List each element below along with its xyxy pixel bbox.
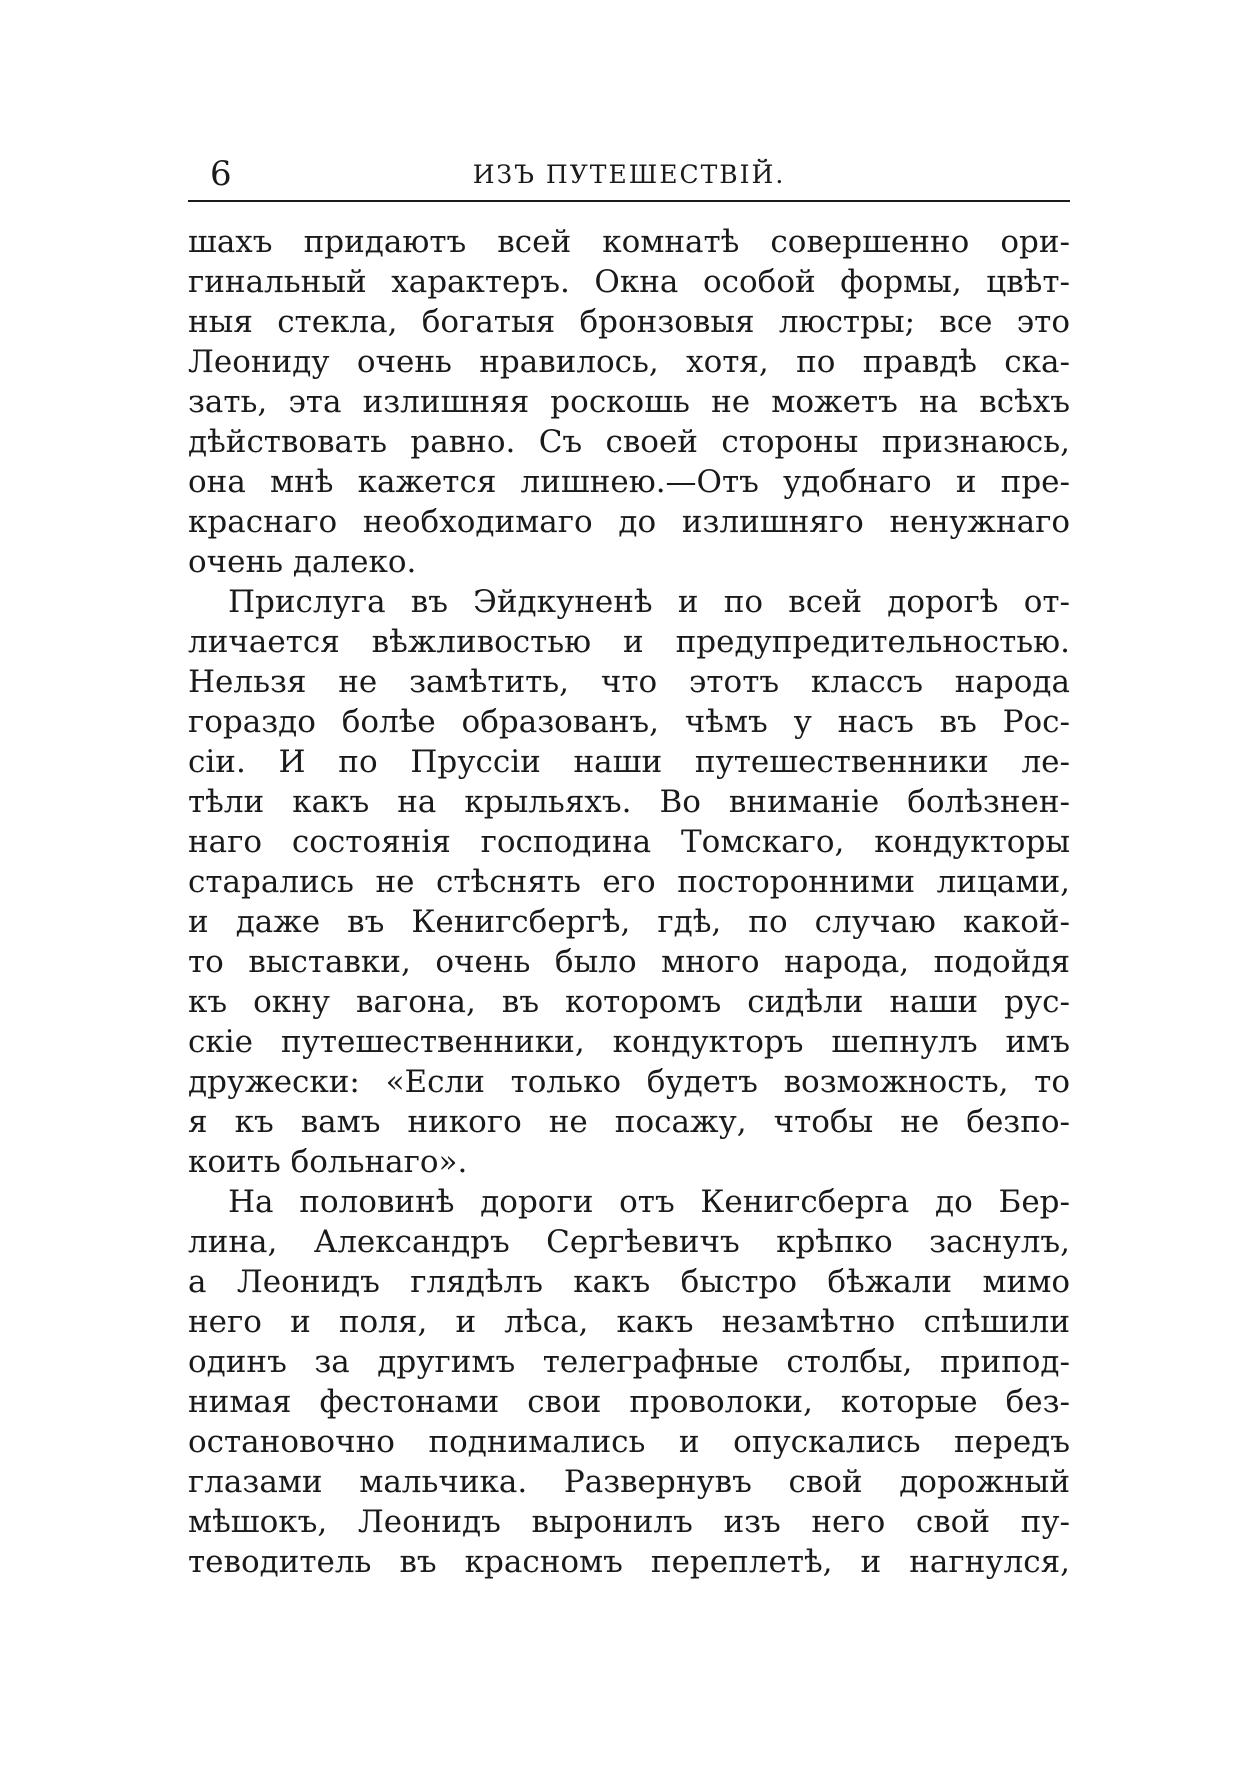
text-line: дѣйствовать равно. Съ своей стороны признаюсь,: [188, 424, 1070, 460]
text-line: На половинѣ дороги отъ Кенигсберга до Бер-: [228, 1184, 1070, 1220]
text-line: шахъ придаютъ всей комнатѣ совершенно ори-: [188, 224, 1070, 260]
text-line: гинальный характеръ. Окна особой формы, цвѣт-: [188, 264, 1070, 300]
text-line: остановочно поднимались и опускались передъ: [188, 1424, 1070, 1460]
text-line: тѣли какъ на крыльяхъ. Во вниманіе болѣзнен-: [188, 784, 1070, 820]
text-line: Леониду очень нравилось, хотя, по правдѣ ска-: [188, 344, 1070, 380]
running-head: [188, 150, 1070, 202]
paragraph-3: [188, 1182, 1070, 1582]
text-line: старались не стѣснять его посторонними лицами,: [188, 864, 1070, 900]
text-line: глазами мальчика. Развернувъ свой дорожный: [188, 1464, 1070, 1500]
page-number: 6: [210, 154, 232, 194]
text-line: дружески: «Если только будетъ возможность, то: [188, 1064, 1070, 1100]
paragraph-2: [188, 582, 1070, 1182]
text-line: скіе путешественники, кондукторъ шепнулъ имъ: [188, 1024, 1070, 1060]
text-line: лина, Александръ Сергѣевичъ крѣпко заснулъ,: [188, 1224, 1070, 1260]
text-line: сіи. И по Пруссіи наши путешественники ле-: [188, 744, 1070, 780]
text-line: него и поля, и лѣса, какъ незамѣтно спѣшили: [188, 1304, 1070, 1340]
text-line: я къ вамъ никого не посажу, чтобы не безпо-: [188, 1104, 1070, 1140]
paragraph-1: [188, 222, 1070, 582]
text-line: нимая фестонами свои проволоки, которые без-: [188, 1384, 1070, 1420]
text-line: краснаго необходимаго до излишняго ненужнаго: [188, 504, 1070, 540]
text-line: Прислуга въ Эйдкуненѣ и по всей дорогѣ от-: [228, 584, 1070, 620]
text-line: гораздо болѣе образованъ, чѣмъ у насъ въ Рос-: [188, 704, 1070, 740]
text-line: и даже въ Кенигсбергѣ, гдѣ, по случаю какой-: [188, 904, 1070, 940]
text-line: наго состоянія господина Томскаго, кондукторы: [188, 824, 1070, 860]
text-line: мѣшокъ, Леонидъ выронилъ изъ него свой пу-: [188, 1504, 1070, 1540]
text-line: коить больнаго».: [188, 1144, 468, 1180]
text-line: а Леонидъ глядѣлъ какъ быстро бѣжали мимо: [188, 1264, 1070, 1300]
book-page: [188, 0, 1070, 1786]
text-line: то выставки, очень было много народа, подойдя: [188, 944, 1070, 980]
text-line: одинъ за другимъ телеграфные столбы, припод-: [188, 1344, 1070, 1380]
text-line: очень далеко.: [188, 544, 417, 580]
text-line: теводитель въ красномъ переплетѣ, и нагнулся,: [188, 1544, 1070, 1580]
text-line: она мнѣ кажется лишнею.—Отъ удобнаго и пре-: [188, 464, 1070, 500]
text-line: зать, эта излишняя роскошь не можетъ на всѣхъ: [188, 384, 1070, 420]
body-text: [188, 222, 1070, 1582]
text-line: ныя стекла, богатыя бронзовыя люстры; все это: [188, 304, 1070, 340]
text-line: личается вѣжливостью и предупредительностью.: [188, 624, 1070, 660]
text-line: Нельзя не замѣтить, что этотъ классъ народа: [188, 664, 1070, 700]
text-line: къ окну вагона, въ которомъ сидѣли наши рус-: [188, 984, 1070, 1020]
running-title: ИЗЪ ПУТЕШЕСТВІЙ.: [472, 160, 786, 189]
